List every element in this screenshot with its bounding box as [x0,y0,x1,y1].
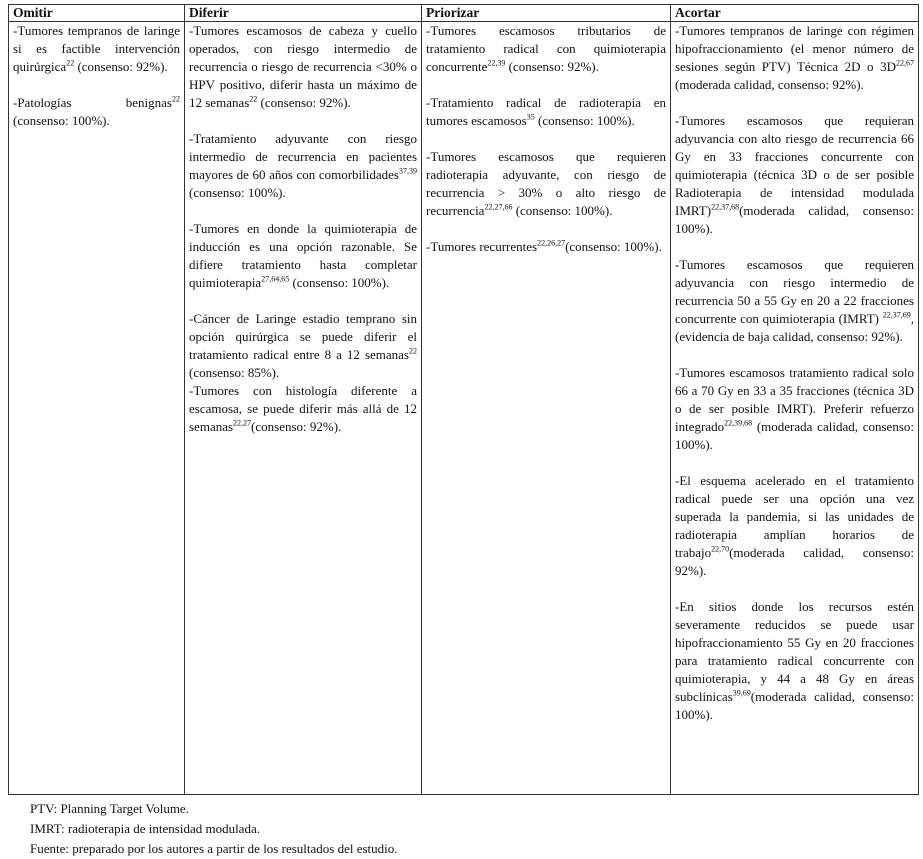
item-text: -Cáncer de Laringe estadio temprano sin opción quirúrgica se puede diferir el tratamiento radical entre 8 a 12 semanas [189,311,417,362]
header-priorizar: Priorizar [422,5,671,22]
item-text: -Tumores escamosos que requieran adyuvancia con alto riesgo de recurrencia 66 Gy en 33 fracciones concurrente con quimioterapia (técnica 3D o de ser posible Radioterapia de intensidad modulada IMRT) [675,113,914,218]
reference-superscript: 22,27 [233,418,252,428]
item-text: -Tumores escamosos tributarios de tratamiento radical con quimioterapia concurrente [426,23,666,74]
cell-acortar [671,22,919,795]
list-item [426,22,666,76]
table-footnotes [8,799,918,859]
reference-superscript: 39,69 [732,688,751,698]
header-row [9,5,919,22]
consensus-text: (moderada calidad, consenso: 92%). [675,545,914,578]
consensus-text: (moderada calidad, consenso: 100%). [675,689,914,722]
item-text: -Tumores en donde la quimioterapia de inducción es una opción razonable. Se difiere tratamiento hasta completar quimioterapia [189,221,417,290]
reference-superscript: 22,26,27 [537,238,566,248]
list-item [13,94,180,130]
header-diferir: Diferir [185,5,422,22]
reference-superscript: 22,70 [711,544,730,554]
header-acortar: Acortar [671,5,919,22]
item-text: -Tumores recurrentes [426,239,538,254]
list-item [675,256,914,346]
list-item [426,94,666,130]
reference-superscript: 27,64,65 [261,274,290,284]
header-omitir: Omitir [9,5,185,22]
item-text: -Tumores tempranos de laringe si es factible intervención quirúrgica [13,23,180,74]
item-text: -Tumores tempranos de laringe con régimen hipofraccionamiento (el menor número de sesiones según PTV) Técnica 2D o 3D [675,23,914,74]
item-text: -Tumores escamosos que requieren adyuvancia con riesgo intermedio de recurrencia 50 a 55 Gy en 20 a 22 fracciones concurrente con quimioterapia (IMRT) [675,257,914,326]
reference-superscript: 22,37,69 [882,310,911,320]
item-text: -Tumores escamosos que requieren radioterapia adyuvante, con riesgo de recurrencia > 30% o alto riesgo de recurrencia [426,149,666,218]
consensus-text: (moderada calidad, consenso: 100%). [675,419,914,452]
list-item [189,130,417,202]
reference-superscript: 22,39 [487,58,506,68]
list-item [426,238,666,256]
list-item [189,22,417,112]
reference-superscript: 22,37,68 [711,202,740,212]
reference-superscript: 22 [66,58,75,68]
consensus-text: (consenso: 100%). [289,275,390,290]
table-container [8,4,918,859]
item-text: -Tumores con histología diferente a escamosa, se puede diferir más allá de 12 semanas [189,383,417,434]
consensus-text: (consenso: 100%). [13,113,110,128]
list-item [675,598,914,724]
list-item [675,364,914,454]
footnote-imrt: IMRT: radioterapia de intensidad modulada. [30,821,260,836]
consensus-text: (moderada calidad, consenso: 92%). [675,77,864,92]
item-text: -En sitios donde los recursos estén severamente reducidos se puede usar hipofraccionamiento 55 Gy en 20 fracciones para tratamiento radical concurrente con quimioterapia, y 44 a 48 Gy en áreas subclínicas [675,599,914,704]
reference-superscript: 37,39 [399,166,417,176]
list-item [675,112,914,238]
consensus-text: (consenso: 92%). [257,95,351,110]
list-item [13,22,180,76]
consensus-text: (consenso: 100%). [512,203,613,218]
list-item [675,472,914,580]
item-text: -Tumores escamosos de cabeza y cuello operados, con riesgo intermedio de recurrencia o riesgo de recurrencia <30% o HPV positivo, diferir hasta un máximo de 12 semanas [189,23,417,110]
reference-superscript: 22,39,68 [724,418,753,428]
consensus-text: (consenso: 92%). [251,419,342,434]
list-item [189,220,417,292]
consensus-text: (moderada calidad, consenso: 100%). [675,203,914,236]
item-text: -El esquema acelerado en el tratamiento radical puede ser una opción una vez superada la pandemia, si las unidades de radioterapia amplían horarios de trabajo [675,473,914,560]
consensus-text: (consenso: 92%). [74,59,168,74]
item-text: -Patologías benignas [13,95,172,110]
consensus-text: (consenso: 100%). [534,113,635,128]
consensus-text: (consenso: 100%). [565,239,662,254]
item-text: -Tratamiento radical de radioterapia en tumores escamosos [426,95,666,128]
treatment-table [8,4,919,795]
list-item [426,148,666,220]
item-text: -Tumores escamosos tratamiento radical solo 66 a 70 Gy en 33 a 35 fracciones (técnica 3D o de ser posible IMRT). Preferir refuerzo integrado [675,365,914,434]
reference-superscript: 22 [249,94,258,104]
consensus-text: , (evidencia de baja calidad, consenso: 92%). [675,311,914,344]
consensus-text: (consenso: 100%). [189,185,286,200]
reference-superscript: 22 [409,346,417,356]
footnote-source: Fuente: preparado por los autores a partir de los resultados del estudio. [30,841,398,856]
reference-superscript: 22,27,66 [484,202,513,212]
list-item [189,310,417,382]
cell-omitir [9,22,185,795]
reference-superscript: 35 [526,112,535,122]
body-row [9,22,919,795]
list-item [189,382,417,436]
consensus-text: (consenso: 92%). [505,59,599,74]
list-item [675,22,914,94]
reference-superscript: 22,67 [896,58,914,68]
cell-diferir [185,22,422,795]
reference-superscript: 22 [172,94,180,104]
cell-priorizar [422,22,671,795]
footnote-ptv: PTV: Planning Target Volume. [30,801,189,816]
item-text: -Tratamiento adyuvante con riesgo intermedio de recurrencia en pacientes mayores de 60 años con comorbilidades [189,131,417,182]
consensus-text: (consenso: 85%). [189,365,280,380]
